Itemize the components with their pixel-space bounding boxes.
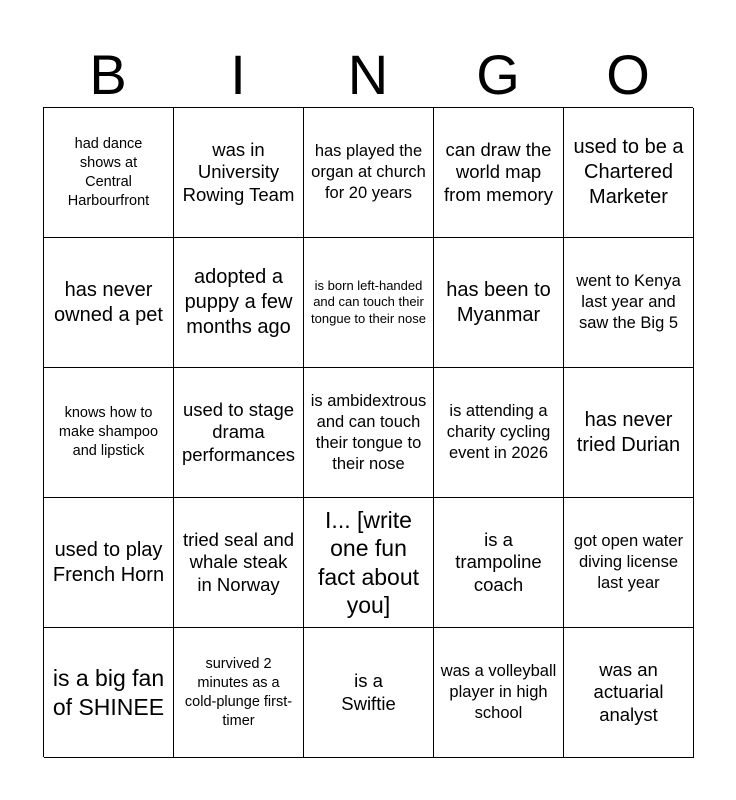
- header-letter-g: G: [476, 43, 520, 106]
- cell-text: is ambidextrous and can touch their tongue to their nose: [310, 391, 427, 473]
- header-letter-n: N: [347, 43, 389, 106]
- bingo-cell[interactable]: [564, 368, 694, 498]
- cell-text: I... [write one fun fact about you]: [317, 506, 420, 618]
- cell-text: was an actuarial analyst: [593, 658, 664, 725]
- bingo-cell[interactable]: [44, 368, 174, 498]
- bingo-cell[interactable]: [174, 498, 304, 628]
- cell-text: knows how to make shampoo and lipstick: [58, 405, 159, 459]
- bingo-cell[interactable]: [44, 238, 174, 368]
- cell-text: has been to Myanmar: [446, 278, 551, 326]
- free-space-cell[interactable]: [304, 498, 434, 628]
- bingo-cell[interactable]: [304, 108, 434, 238]
- cell-text: has played the organ at church for 20 years: [311, 142, 426, 202]
- bingo-cell[interactable]: [304, 628, 434, 758]
- cell-text: is attending a charity cycling event in 2026: [446, 402, 551, 462]
- cell-text: adopted a puppy a few months ago: [184, 266, 293, 338]
- bingo-cell[interactable]: [434, 368, 564, 498]
- header-letter-i: I: [230, 43, 246, 106]
- bingo-cell[interactable]: [434, 108, 564, 238]
- bingo-cell[interactable]: [564, 498, 694, 628]
- bingo-cell[interactable]: [304, 238, 434, 368]
- bingo-cell[interactable]: [174, 238, 304, 368]
- cell-text: is a big fan of SHINEE: [52, 665, 165, 720]
- cell-text: has never tried Durian: [576, 408, 681, 456]
- cell-text: went to Kenya last year and saw the Big 5: [576, 272, 681, 332]
- bingo-cell[interactable]: [564, 628, 694, 758]
- cell-text: was a volleyball player in high school: [440, 662, 557, 722]
- cell-text: is a trampoline coach: [455, 528, 542, 595]
- cell-text: used to be a Chartered Marketer: [573, 136, 684, 208]
- bingo-cell[interactable]: [174, 108, 304, 238]
- cell-text: is born left-handed and can touch their tongue to their nose: [311, 277, 426, 326]
- bingo-cell[interactable]: [44, 498, 174, 628]
- bingo-header: [43, 44, 693, 106]
- bingo-cell[interactable]: [564, 108, 694, 238]
- bingo-cell[interactable]: [434, 498, 564, 628]
- bingo-cell[interactable]: [44, 628, 174, 758]
- cell-text: used to play French Horn: [52, 538, 165, 586]
- cell-text: can draw the world map from memory: [444, 138, 553, 205]
- cell-text: is a Swiftie: [341, 670, 396, 714]
- cell-text: got open water diving license last year: [573, 532, 684, 592]
- cell-text: was in University Rowing Team: [182, 138, 295, 205]
- cell-text: survived 2 minutes as a cold-plunge first-timer: [184, 655, 293, 729]
- bingo-board: [43, 107, 693, 757]
- cell-text: tried seal and whale steak in Norway: [182, 528, 295, 595]
- bingo-cell[interactable]: [304, 368, 434, 498]
- cell-text: had dance shows at Central Harbourfront: [67, 135, 150, 209]
- bingo-cell[interactable]: [434, 628, 564, 758]
- header-letter-o: O: [606, 43, 650, 106]
- bingo-cell[interactable]: [564, 238, 694, 368]
- header-letter-b: B: [89, 43, 127, 106]
- cell-text: used to stage drama performances: [181, 398, 296, 465]
- bingo-cell[interactable]: [44, 108, 174, 238]
- bingo-cell[interactable]: [174, 368, 304, 498]
- bingo-cell[interactable]: [174, 628, 304, 758]
- cell-text: has never owned a pet: [54, 278, 163, 326]
- bingo-cell[interactable]: [434, 238, 564, 368]
